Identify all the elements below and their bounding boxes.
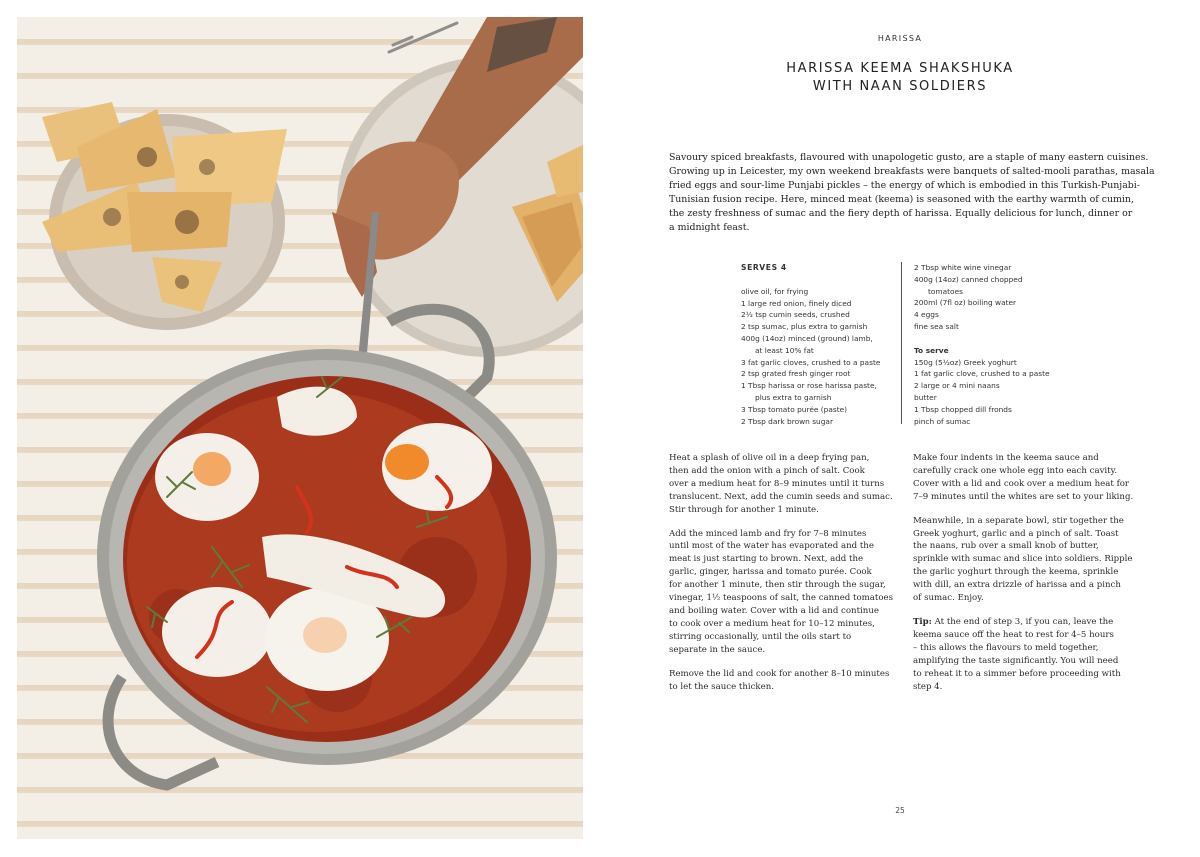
method-line: keema sauce off the heat to rest for 4–5 hours: [913, 629, 1114, 640]
method-line: with dill, an extra drizzle of harissa and a pinch: [913, 580, 1121, 591]
section-label: HARISSA: [877, 34, 923, 43]
method-column-right: [913, 452, 1139, 704]
method-line: – this allows the flavours to meld together,: [913, 642, 1099, 653]
method-line: carefully crack one whole egg into each cavity.: [913, 465, 1118, 476]
method-line: translucent. Next, add the cumin seeds and sumac.: [669, 491, 893, 502]
intro-line: Savoury spiced breakfasts, flavoured with unapologetic gusto, are a staple of many eastern cuisines.: [669, 152, 1149, 163]
method-line: and boiling water. Cover with a lid and continue: [669, 605, 879, 616]
method-line: Add the minced lamb and fry for 7–8 minutes: [669, 528, 867, 539]
method-line: step 4.: [913, 681, 943, 692]
method-line: 7–9 minutes until the whites are set to your liking.: [913, 491, 1134, 502]
serves-label: SERVES 4: [741, 263, 787, 272]
method-line: to cook over a medium heat for 10–12 minutes,: [669, 618, 875, 629]
ingredient: 2 tsp grated fresh ginger root: [741, 369, 851, 379]
method-line: vinegar, 1½ teaspoons of salt, the canned tomatoes: [669, 593, 894, 604]
method-step-3: [669, 668, 895, 694]
method-line: garlic, ginger, harissa and tomato purée. Cook: [669, 567, 872, 578]
method-line: Remove the lid and cook for another 8–10 minutes: [669, 668, 890, 679]
method-line: Cover with a lid and cook over a medium heat for: [913, 478, 1130, 489]
ingredient: 3 fat garlic cloves, crushed to a paste: [741, 357, 881, 367]
method-line: [913, 616, 1139, 629]
method-step-1: [669, 452, 895, 517]
intro-paragraph: [669, 151, 1155, 236]
ingredient: 4 eggs: [914, 310, 939, 320]
to-serve-item: 2 large or 4 mini naans: [914, 381, 1000, 391]
method-step-2: [669, 528, 895, 657]
intro-line: fried eggs and sour-lime Punjabi pickles – the energy of which is embodied in this Turkish-Punjabi-: [669, 180, 1140, 192]
tip-text: At the end of step 3, if you can, leave the: [931, 616, 1114, 627]
ingredient: fine sea salt: [914, 321, 959, 331]
method-line: then add the onion with a pinch of salt. Cook: [669, 465, 865, 476]
method-line: the naans, rub over a small knob of butter,: [913, 541, 1099, 552]
to-serve-item: 1 Tbsp chopped dill fronds: [914, 404, 1012, 414]
ingredient: olive oil, for frying: [741, 286, 809, 296]
intro-line: Growing up in Leicester, my own weekend breakfasts were banquets of salted-mooli parathas, masala: [669, 166, 1155, 178]
method-line: to let the sauce thicken.: [669, 681, 774, 692]
method-line: over a medium heat for 8–9 minutes until it turns: [669, 478, 885, 489]
method-step-5: [913, 515, 1139, 605]
ingredients-divider: [901, 262, 902, 424]
ingredient: plus extra to garnish: [755, 392, 832, 402]
ingredient: 3 Tbsp tomato purée (paste): [741, 404, 848, 414]
method-line: to reheat it to a simmer before proceeding with: [913, 668, 1121, 679]
method-line: Stir through for another 1 minute.: [669, 504, 819, 515]
ingredient: 400g (14oz) canned chopped: [914, 274, 1023, 284]
intro-line: the zesty freshness of sumac and the fiery depth of harissa. Equally delicious for lunch, dinner or: [669, 208, 1133, 220]
recipe-title: [600, 60, 1200, 96]
title-line-1: HARISSA KEEMA SHAKSHUKA: [786, 61, 1014, 76]
method-line: Meanwhile, in a separate bowl, stir together the: [913, 515, 1124, 526]
ingredients-list-left: [741, 262, 880, 427]
method-line: of sumac. Enjoy.: [913, 593, 984, 604]
ingredients-list-right: [914, 262, 1050, 427]
ingredient: 2 Tbsp white wine vinegar: [914, 263, 1012, 272]
food-photograph: [17, 17, 583, 839]
page-number: 25: [895, 806, 905, 815]
method-line: the garlic yoghurt through the keema, sprinkle: [913, 567, 1119, 578]
ingredient: 1 large red onion, finely diced: [741, 298, 852, 308]
intro-line: a midnight feast.: [669, 222, 750, 234]
method-line: stirring occasionally, until the oils start to: [669, 631, 852, 642]
to-serve-item: 150g (5½oz) Greek yoghurt: [914, 357, 1017, 367]
ingredient: tomatoes: [928, 286, 963, 296]
method-line: Heat a splash of olive oil in a deep frying pan,: [669, 453, 870, 463]
ingredient: 1 Tbsp harissa or rose harissa paste,: [741, 381, 877, 391]
method-line: for another 1 minute, then stir through the sugar,: [669, 580, 886, 591]
ingredient: 2 Tbsp dark brown sugar: [741, 416, 833, 426]
to-serve-item: 1 fat garlic clove, crushed to a paste: [914, 369, 1050, 379]
title-line-2: WITH NAAN SOLDIERS: [812, 79, 988, 94]
to-serve-label: To serve: [914, 345, 949, 355]
ingredient: 400g (14oz) minced (ground) lamb,: [741, 333, 873, 343]
method-line: Greek yoghurt, garlic and a pinch of salt. Toast: [913, 528, 1119, 539]
tip-paragraph: [913, 616, 1139, 693]
intro-line: Tunisian fusion recipe. Here, minced meat (keema) is seasoned with the earthy warmth of cumin,: [669, 194, 1134, 206]
shakshuka-illustration: [17, 17, 583, 839]
method-column-left: [669, 452, 895, 704]
method-line: separate in the sauce.: [669, 644, 766, 655]
method-line: amplifying the taste significantly. You will need: [913, 655, 1119, 666]
method-line: until most of the water has evaporated and the: [669, 541, 874, 552]
ingredient: 2½ tsp cumin seeds, crushed: [741, 310, 850, 320]
method-line: sprinkle with sumac and slice into soldiers. Ripple: [913, 554, 1133, 565]
naan-plate-left: [42, 102, 287, 330]
method-line: meat is just starting to brown. Next, add the: [669, 554, 864, 565]
ingredient: 200ml (7fl oz) boiling water: [914, 298, 1017, 308]
method-line: Make four indents in the keema sauce and: [913, 453, 1099, 463]
to-serve-item: butter: [914, 392, 937, 402]
ingredient: at least 10% fat: [755, 345, 814, 355]
method-step-4: [913, 452, 1139, 504]
fork: [389, 23, 457, 52]
ingredient: 2 tsp sumac, plus extra to garnish: [741, 322, 868, 332]
to-serve-item: pinch of sumac: [914, 416, 971, 426]
tip-label: Tip:: [913, 616, 932, 627]
